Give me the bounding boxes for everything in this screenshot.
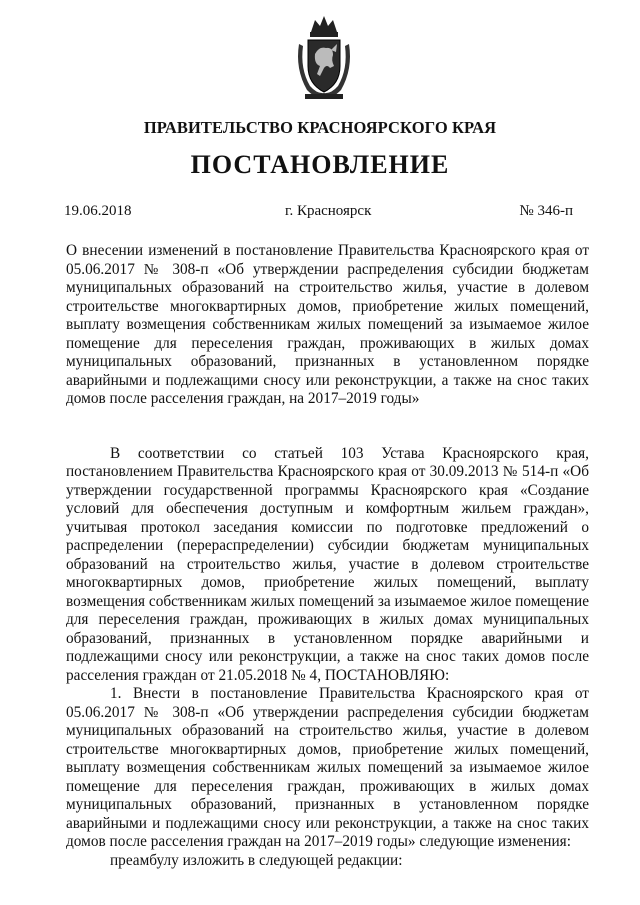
government-name: ПРАВИТЕЛЬСТВО КРАСНОЯРСКОГО КРАЯ [143,118,497,137]
item-1-paragraph: 1. Внести в постановление Правительства Красноярского края от 05.06.2017 № 308-п «Об утверждении распределения субсидии бюджетам муниципальных образований на строительство жилья, участие в долевом строительстве многоквартирных домов, приобретение жилых помещений, выплату возмещения собственникам жилых помещений за изымаемое жилое помещение для переселения граждан, проживающих в жилых домах муниципальных образований, признанных в установленном порядке аварийными и подлежащими сносу или реконструкции, а также на снос таких домов после расселения граждан на 2017–2019 годы» следующие изменения: [66,685,589,850]
preamble-paragraph: В соответствии со статьей 103 Устава Красноярского края, постановлением Правительства Красноярского края от 30.09.2013 № 514-п «Об утверждении государственной программы Красноярского края «Создание условий для обеспечения доступным и комфортным жильем граждан», учитывая протокол заседания комиссии по подготовке предложений о распределении (перераспределении) субсидии бюджетам муниципальных образований на строительство жилья, участие в долевом строительстве многоквартирных домов, приобретение жилых помещений, выплату возмещения собственникам жилых помещений за изымаемое жилое помещение для переселения граждан, проживающих в жилых домах муниципальных образований, признанных в установленном порядке аварийными и подлежащими сносу или реконструкции, а также на снос таких домов после расселения граждан от 21.05.2018 № 4, ПОСТАНОВЛЯЮ: [66,444,589,684]
coat-of-arms-emblem [293,14,355,102]
document-title: ПОСТАНОВЛЕНИЕ [190,150,450,179]
document-subject: О внесении изменений в постановление Правительства Красноярского края от 05.06.2017 № 308-п «Об утверждении распределения субсидии бюджетам муниципальных образований на строительство жилья, участие в долевом строительстве многоквартирных домов, приобретение жилых помещений, выплату возмещения собственникам жилых помещений за изымаемое жилое помещение для переселения граждан, проживающих в жилых домах муниципальных образований, признанных в установленном порядке аварийными и подлежащими сносу или реконструкции, а также на снос таких домов после расселения граждан, на 2017–2019 годы» [66,242,589,407]
document-city: г. Красноярск [285,203,372,219]
item-1-subparagraph: преамбулу изложить в следующей редакции: [110,851,403,869]
document-date: 19.06.2018 [64,203,132,219]
document-number: № 346-п [519,203,573,219]
document-body [66,242,589,870]
